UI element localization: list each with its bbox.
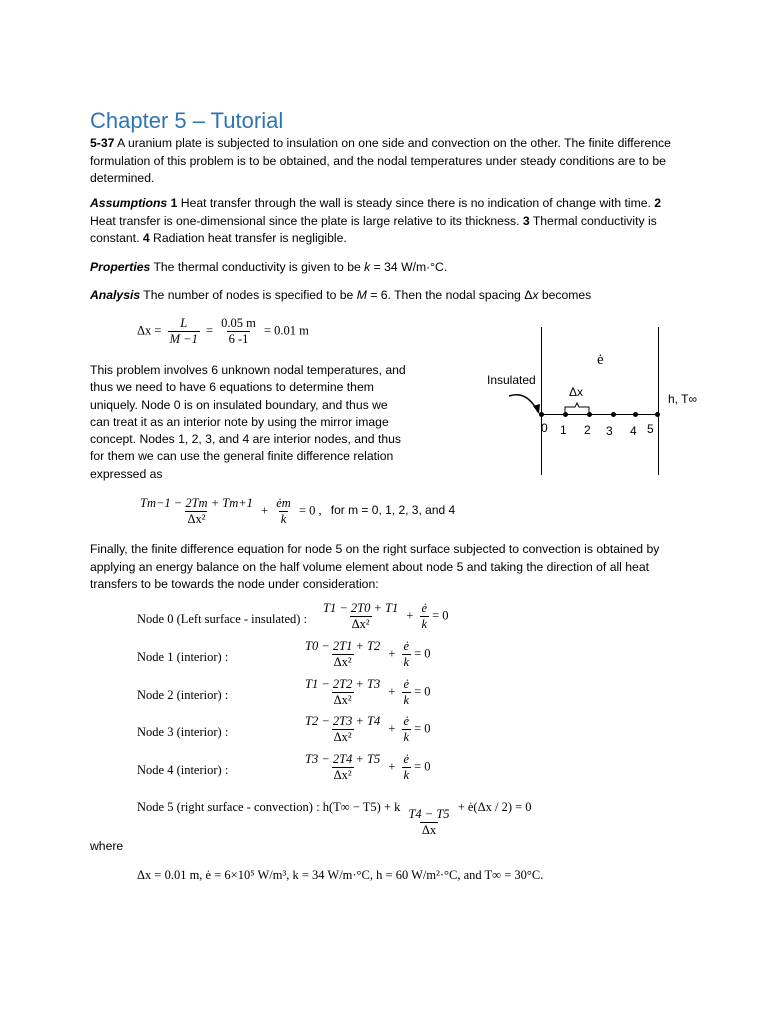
analysis-label: Analysis [90, 288, 141, 302]
node-label: 0 [541, 421, 548, 435]
finally-paragraph: Finally, the finite difference equation for node 5 on the right surface subjected to convection is obtained by applying an energy balance on the half volume element about node 5 and taking the direction of all heat transfers to be towards the node under consideration: [90, 542, 660, 592]
general-fd-equation: $\frac{Tm-1 - 2Tm + Tm+1}{\text{Δx²}}$ + $\frac{ėm}{k}$ = 0 , for m = 0, 1, 2, 3, and 4 [140, 496, 456, 526]
node-label: 2 [584, 423, 591, 437]
heat-generation-symbol: ė [597, 352, 604, 368]
node-equation-expr: $\frac{T3 - 2T4 + T5}{\text{Δx²}}$ + $\frac{ė}{k}$ = 0 [305, 752, 431, 782]
node-dot [539, 412, 544, 417]
assumption-text: Radiation heat transfer is negligible. [149, 231, 347, 246]
node-equation: Node 2 (interior) : [137, 688, 229, 702]
node-equation: Node 4 (interior) : [137, 763, 229, 777]
node5-equation: Node 5 (right surface - convection) : h(T∞ − T5) + k $\frac{T4 - T5}{\Delta x}$ + ė(Δx / 2) = 0 [137, 800, 532, 837]
node-label: 4 [630, 424, 637, 438]
node-equation-expr: $\frac{T1 - 2T0 + T1}{\text{Δx²}}$ + $\frac{ė}{k}$ = 0 [323, 601, 449, 631]
problem-number: 5-37 [90, 136, 115, 150]
page-title: Chapter 5 – Tutorial [90, 108, 284, 133]
node-equation-expr: $\frac{T0 - 2T1 + T2}{\text{Δx²}}$ + $\frac{ė}{k}$ = 0 [305, 639, 431, 669]
plate-outline [541, 327, 659, 475]
assumption-number: 1 [170, 196, 178, 210]
assumption-text: Thermal conductivity is constant. [90, 213, 657, 246]
assumptions-paragraph [90, 195, 690, 248]
node-dot [655, 412, 660, 417]
node-dot [633, 412, 638, 417]
given-values: Δx = 0.01 m, ė = 6×10⁵ W/m³, k = 34 W/m·°C, h = 60 W/m²·°C, and T∞ = 30°C. [137, 868, 544, 882]
analysis-paragraph: Analysis The number of nodes is specified to be M = 6. Then the nodal spacing Δx becomes [90, 288, 592, 302]
assumption-number: 3 [522, 213, 530, 228]
node-label: 1 [560, 423, 567, 437]
node-equation-expr: $\frac{T1 - 2T2 + T3}{\text{Δx²}}$ + $\frac{ė}{k}$ = 0 [305, 677, 431, 707]
assumption-text: Heat transfer is one-dimensional since the plate is large relative to its thickness. [90, 213, 523, 228]
problem-text: A uranium plate is subjected to insulation on one side and convection on the other. The finite difference formulation of this problem is to be obtained, and the nodal temperatures under steady conditions are to be determined. [90, 136, 671, 186]
assumption-number: 4 [142, 231, 150, 246]
node-equation: Node 1 (interior) : [137, 650, 229, 664]
node-equation: Node 0 (Left surface - insulated) : [137, 612, 308, 626]
delta-x-label: Δx [569, 385, 584, 399]
assumption-number: 2 [654, 196, 662, 210]
where-label: where [90, 839, 124, 853]
problem-statement [90, 135, 690, 188]
node-dot [563, 412, 568, 417]
node-line [541, 414, 657, 415]
assumptions-label: Assumptions [90, 196, 168, 210]
node-label: 3 [606, 424, 613, 438]
assumption-text: Heat transfer through the wall is steady since there is no indication of change with time. [177, 196, 655, 210]
spacing-equation: Δx = $\frac{L}{M -1}$ = $\frac{0.05 m}{6 -1}$ = 0.01 m [137, 316, 309, 346]
properties-label: Properties [90, 260, 151, 274]
node-equation-expr: $\frac{T2 - 2T3 + T4}{\text{Δx²}}$ + $\frac{ė}{k}$ = 0 [305, 714, 431, 744]
node-dot [611, 412, 616, 417]
convection-label: h, T∞ [668, 392, 698, 406]
insulated-label: Insulated [487, 373, 536, 387]
node-label: 5 [647, 422, 654, 436]
node-equation: Node 3 (interior) : [137, 725, 229, 739]
intro-paragraph: This problem involves 6 unknown nodal temperatures, and thus we need to have 6 equations to determine them uniquely. Node 0 is on insulated boundary, and thus we can treat it as an interior note by using the mirror image concept. Nodes 1, 2, 3, and 4 are interior nodes, and thus for them we can use the general finite difference relation expressed as [90, 363, 406, 481]
properties-paragraph: Properties The thermal conductivity is given to be k = 34 W/m·°C. [90, 260, 448, 274]
node-dot [587, 412, 592, 417]
